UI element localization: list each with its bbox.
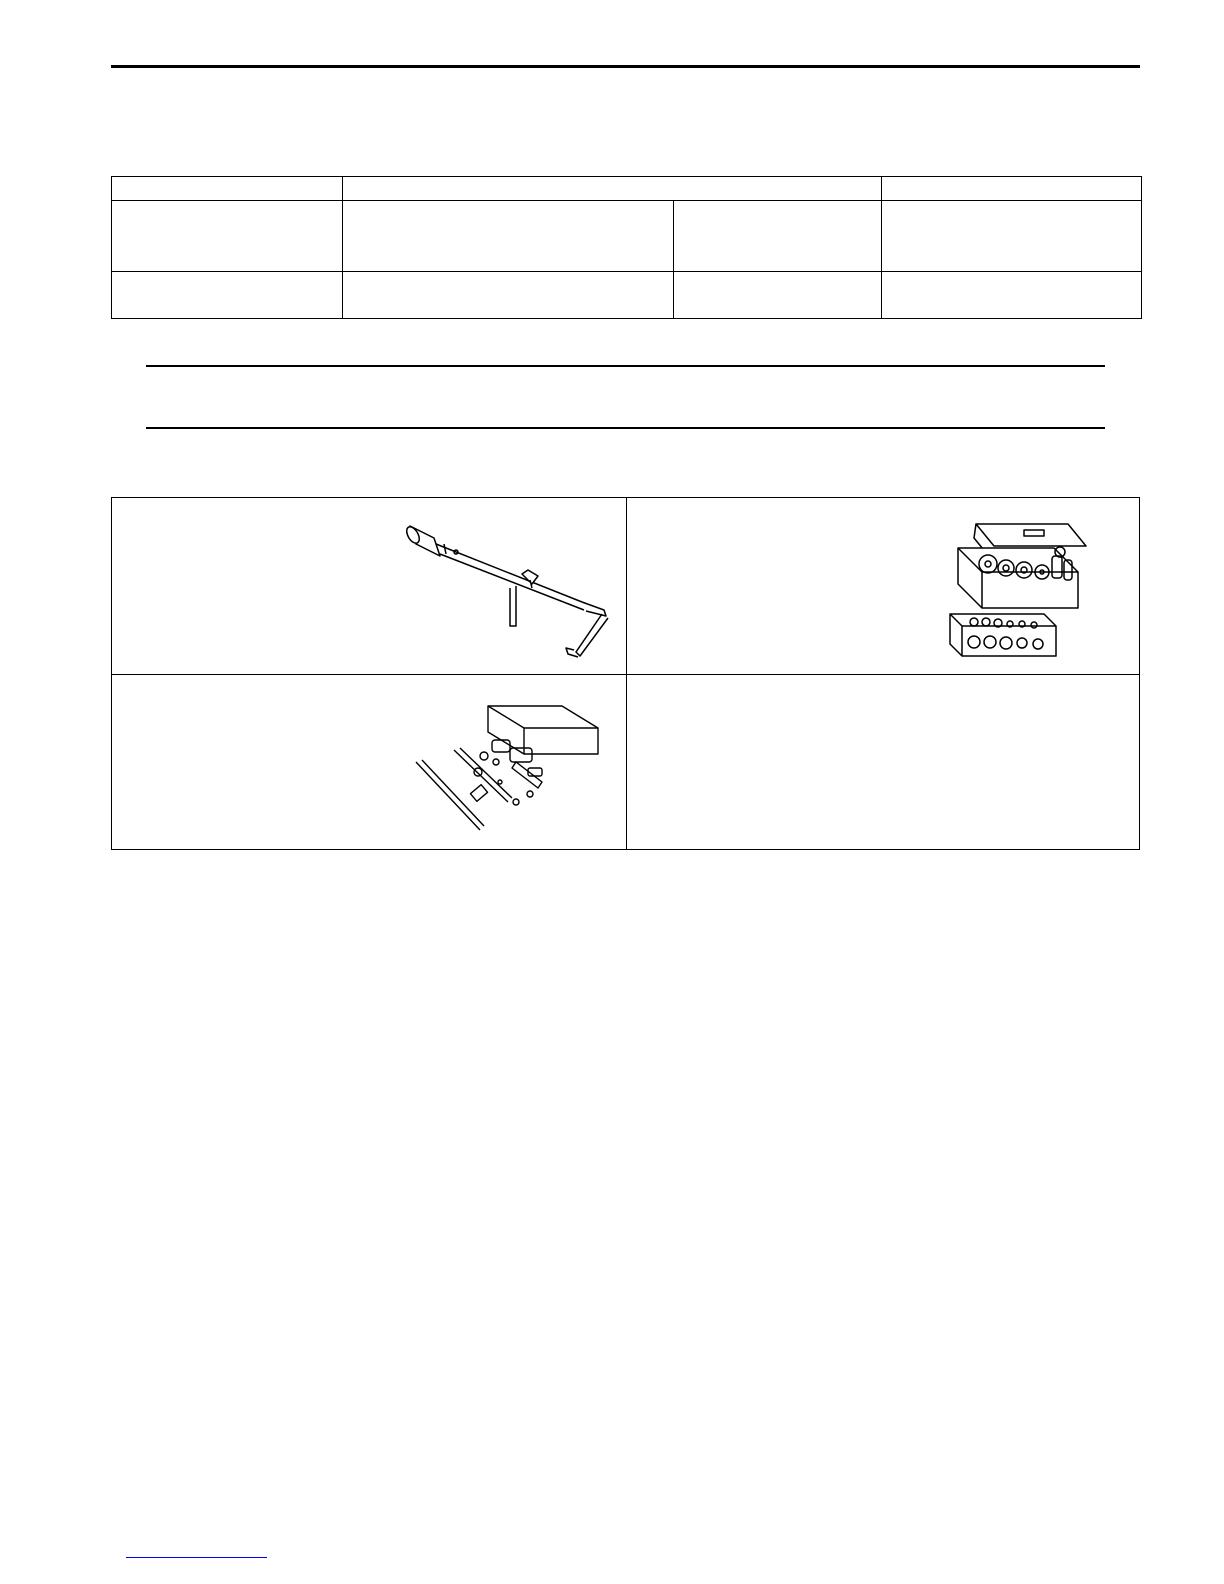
table-cell [112,201,343,272]
table-header-row [112,177,1142,201]
note-top-rule [146,365,1105,367]
footer-link[interactable] [126,1557,267,1558]
table-row [112,201,1142,272]
table-cell [674,201,882,272]
spec-table [111,176,1142,319]
note-bottom-rule [146,427,1105,429]
header-rule [111,65,1140,68]
table-cell [882,272,1142,319]
table-header-cell [882,177,1142,201]
table-header-cell [112,177,343,201]
table-cell [343,272,674,319]
table-cell [674,272,882,319]
spanner-wrench-icon [404,514,614,664]
tool-case-set-icon [936,516,1096,664]
grid-divider-horizontal [112,674,1139,675]
special-tools-grid [111,497,1140,850]
puller-kit-icon [412,698,602,838]
table-row [112,272,1142,319]
table-header-cell [343,177,882,201]
table-cell [343,201,674,272]
table-cell [112,272,343,319]
table-cell [882,201,1142,272]
